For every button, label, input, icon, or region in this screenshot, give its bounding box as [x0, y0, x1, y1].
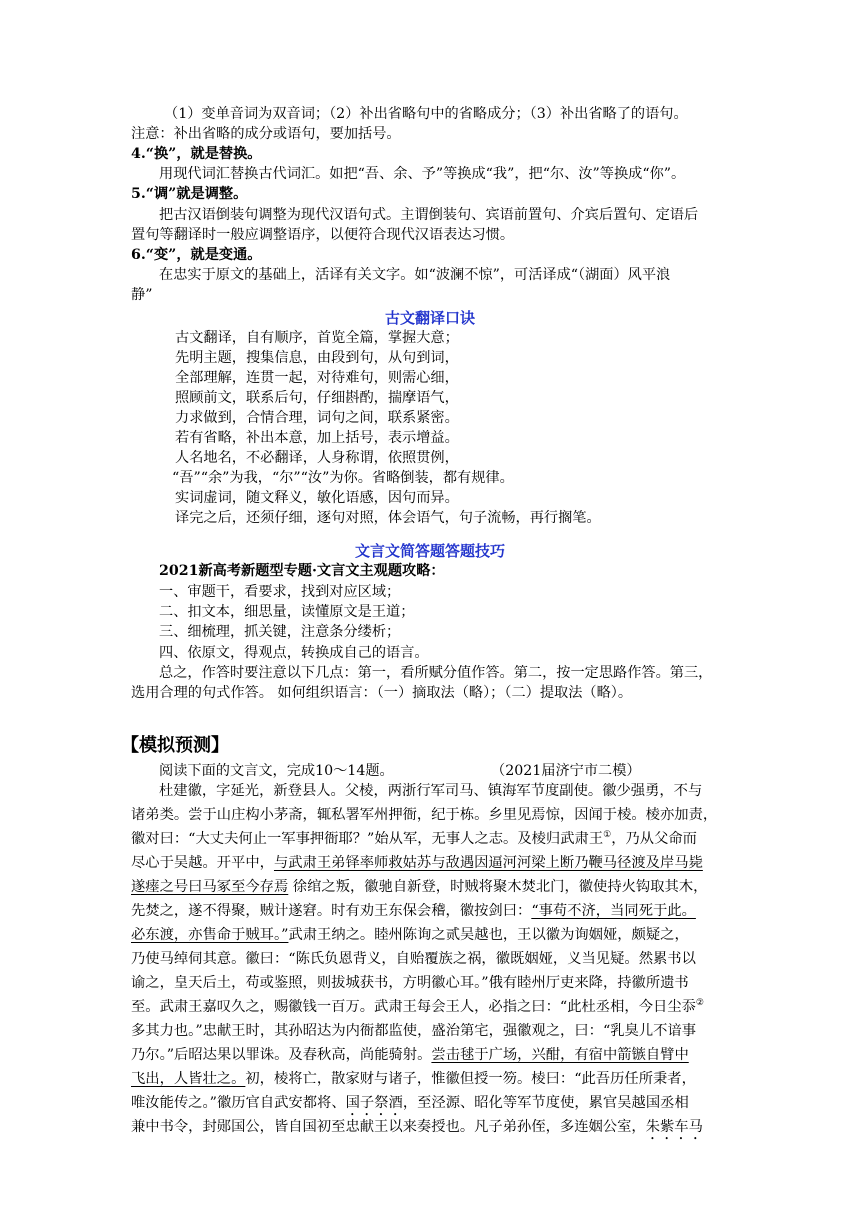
koujue-line: 照顾前文，联系后句，仔细斟酌，揣摩语气， [175, 390, 459, 406]
koujue-line: 古文翻译，自有顺序，首览全篇，掌握大意； [175, 330, 459, 346]
jiqiao-step: 二、扣文本，细思量，读懂原文是王道； [159, 604, 415, 620]
footnote-marker: ② [695, 998, 704, 1009]
dotted-term: 国子祭酒 [345, 1095, 403, 1111]
koujue-line: 先明主题，搜集信息，由段到句，从句到词， [175, 350, 459, 366]
method-heading-4: 4.“换”，就是替换。 [131, 146, 262, 162]
passage-line: 多其力也。”忠献王时，其孙昭达为内衙都监使，盛治第宅，强徽观之，曰：“乳臭儿不谙事 [131, 1023, 697, 1039]
underlined-sentence: “事苟不济，当同死于此。 [531, 903, 696, 919]
passage-line [131, 875, 707, 899]
jiqiao-step: 三、细梳理，抓关键，注意条分缕析； [159, 624, 401, 640]
passage-line [131, 899, 696, 923]
underlined-sentence: 与武肃王弟铎率师救姑苏与敌遇因逼河河梁上断乃鞭马径渡及岸马毙 [273, 855, 703, 871]
koujue-line: 人名地名，不必翻译，人身称谓，依照贯例， [175, 450, 459, 466]
passage-line [131, 1043, 689, 1067]
method-paragraph-6-line-2: 静” [131, 287, 153, 303]
koujue-line: 实词虚词，随文释义，敏化语感，因句而异。 [175, 490, 459, 506]
passage-text: 徽对曰：“大丈夫何止一军事押衙耶？”始从军，无事人之志。及棱归武肃王 [131, 831, 604, 847]
passage-text: 至。武肃王嘉叹久之，赐徽钱一百万。武肃王每会王人，必指之曰：“此杜丞相，今日尘忝 [131, 999, 696, 1015]
passage-text: 乃尔。”后昭达果以罪诛。及春秋高，尚能骑射。 [131, 1047, 432, 1063]
method-paragraph-6-line-1: 在忠实于原文的基础上，活译有关文字。如“波澜不惊”，可活译成“（湖面）风平浪 [159, 267, 671, 283]
passage-line [131, 1115, 703, 1143]
koujue-line: 全部理解，连贯一起，对待难句，则需心细， [175, 370, 459, 386]
passage-text: 武肃王纳之。睦州陈询之贰吴越也，王以徽为询姻娅，颇疑之， [288, 927, 689, 943]
passage-line: 杜建徽，字延光，新登县人。父棱，两浙行军司马、镇海军节度副使。徽少强勇，不与 [159, 783, 703, 799]
passage-line [131, 995, 704, 1019]
passage-text: 徐绾之叛，徽驰自新登，时贼将聚木焚北门，徽使持火钩取其木， [288, 879, 708, 895]
passage-text: ，至泾源、昭化等军节度使，累官吴越国丞相 [402, 1095, 689, 1111]
method-heading-5: 5.“调”就是调整。 [131, 186, 248, 202]
reading-intro: 阅读下面的文言文，完成10～14题。 [159, 763, 394, 779]
dotted-term: 朱紫车马 [645, 1119, 703, 1135]
method-note-line-2: 注意：补出省略的成分或语句，要加括号。 [131, 126, 401, 142]
jiqiao-step: 一、审题干，看要求，找到对应区域； [159, 584, 401, 600]
reading-source: （2021届济宁市二模） [491, 763, 641, 779]
passage-text: 唯汝能传之。”徽历官自武安都将、 [131, 1095, 346, 1111]
jiqiao-title: 文言文简答题答题技巧 [354, 542, 505, 560]
koujue-title: 古文翻译口诀 [384, 309, 475, 327]
method-note-line-1: （1）变单音词为双音词；（2）补出省略句中的省略成分；（3）补出省略了的语句。 [164, 106, 688, 122]
section-heading: 【模拟预测】 [121, 735, 229, 756]
underlined-sentence: 必东渡，亦售命于贼耳。” [131, 927, 289, 943]
method-paragraph-5-line-2: 置句等翻译时一般应调整语序，以便符合现代汉语表达习惯。 [131, 227, 515, 243]
passage-text: 尽心于吴越。开平中， [131, 855, 274, 871]
jiqiao-summary-line-2: 选用合理的句式作答。 如何组织语言：（一）摘取法（略）；（二）提取法（略）。 [131, 685, 633, 701]
jiqiao-step: 四、依原文，得观点，转换成自己的语言。 [159, 645, 429, 661]
footnote-marker: ① [603, 830, 612, 841]
koujue-line: 力求做到，合情合理，词句之间，联系紧密。 [175, 410, 459, 426]
passage-line [131, 851, 703, 875]
passage-text: 初，棱将亡，散家财与诸子，惟徽但授一笏。棱曰：“此吾历任所秉者， [245, 1071, 696, 1087]
method-heading-6: 6.“变”，就是变通。 [131, 247, 262, 263]
underlined-sentence: 遂瘗之号曰马冢至今存焉 [131, 879, 289, 895]
underlined-sentence: 飞出，人皆壮之。 [131, 1071, 246, 1087]
passage-line [131, 827, 697, 851]
method-paragraph-5-line-1: 把古汉语倒装句调整为现代汉语句式。主谓倒装句、宾语前置句、介宾后置句、定语后 [159, 207, 699, 223]
passage-line [131, 923, 689, 947]
jiqiao-summary-line-1: 总之，作答时要注意以下几点：第一，看所赋分值作答。第二，按一定思路作答。第三， [159, 665, 713, 681]
koujue-line: 译完之后，还须仔细，逐句对照，体会语气，句子流畅，再行搁笔。 [175, 510, 601, 526]
koujue-line: 若有省略，补出本意，加上括号，表示增益。 [175, 430, 459, 446]
method-paragraph-4: 用现代词汇替换古代词汇。如把“吾、余、予”等换成“我”，把“尔、汝”等换成“你”。 [159, 166, 686, 182]
passage-line: 诸弟类。尝于山庄构小茅斋，辄私署军州押衙，纪于栋。乡里见焉惊，因闻于棱。棱亦加责， [131, 807, 718, 823]
passage-text: 兼中书令，封郧国公，皆自国初至忠献王以来奏授也。凡子弟孙侄，多连姻公室， [131, 1119, 646, 1135]
jiqiao-subtitle: 2021新高考新题型专题·文言文主观题攻略： [159, 563, 445, 579]
underlined-sentence: 尝击毬于广场，兴酣，有宿中箭镞自臂中 [431, 1047, 689, 1063]
passage-line: 谕之，皇天后土，苟或鉴照，则拔城获书，方明徽心耳。”俄有睦州厅吏来降，持徽所遗书 [131, 975, 689, 991]
passage-text: ，乃从父命而 [611, 831, 697, 847]
passage-line: 乃使马绰伺其意。徽曰：“陈氏负恩背义，自贻覆族之祸，徽既姻娅，义当见疑。然累书以 [131, 951, 696, 967]
koujue-line: “吾”“余”为我，“尔”“汝”为你。省略倒装，都有规律。 [172, 470, 514, 486]
passage-text: 先焚之，遂不得聚，贼计遂窘。时有劝王东保会稽，徽按剑曰： [131, 903, 532, 919]
passage-line [131, 1067, 696, 1091]
